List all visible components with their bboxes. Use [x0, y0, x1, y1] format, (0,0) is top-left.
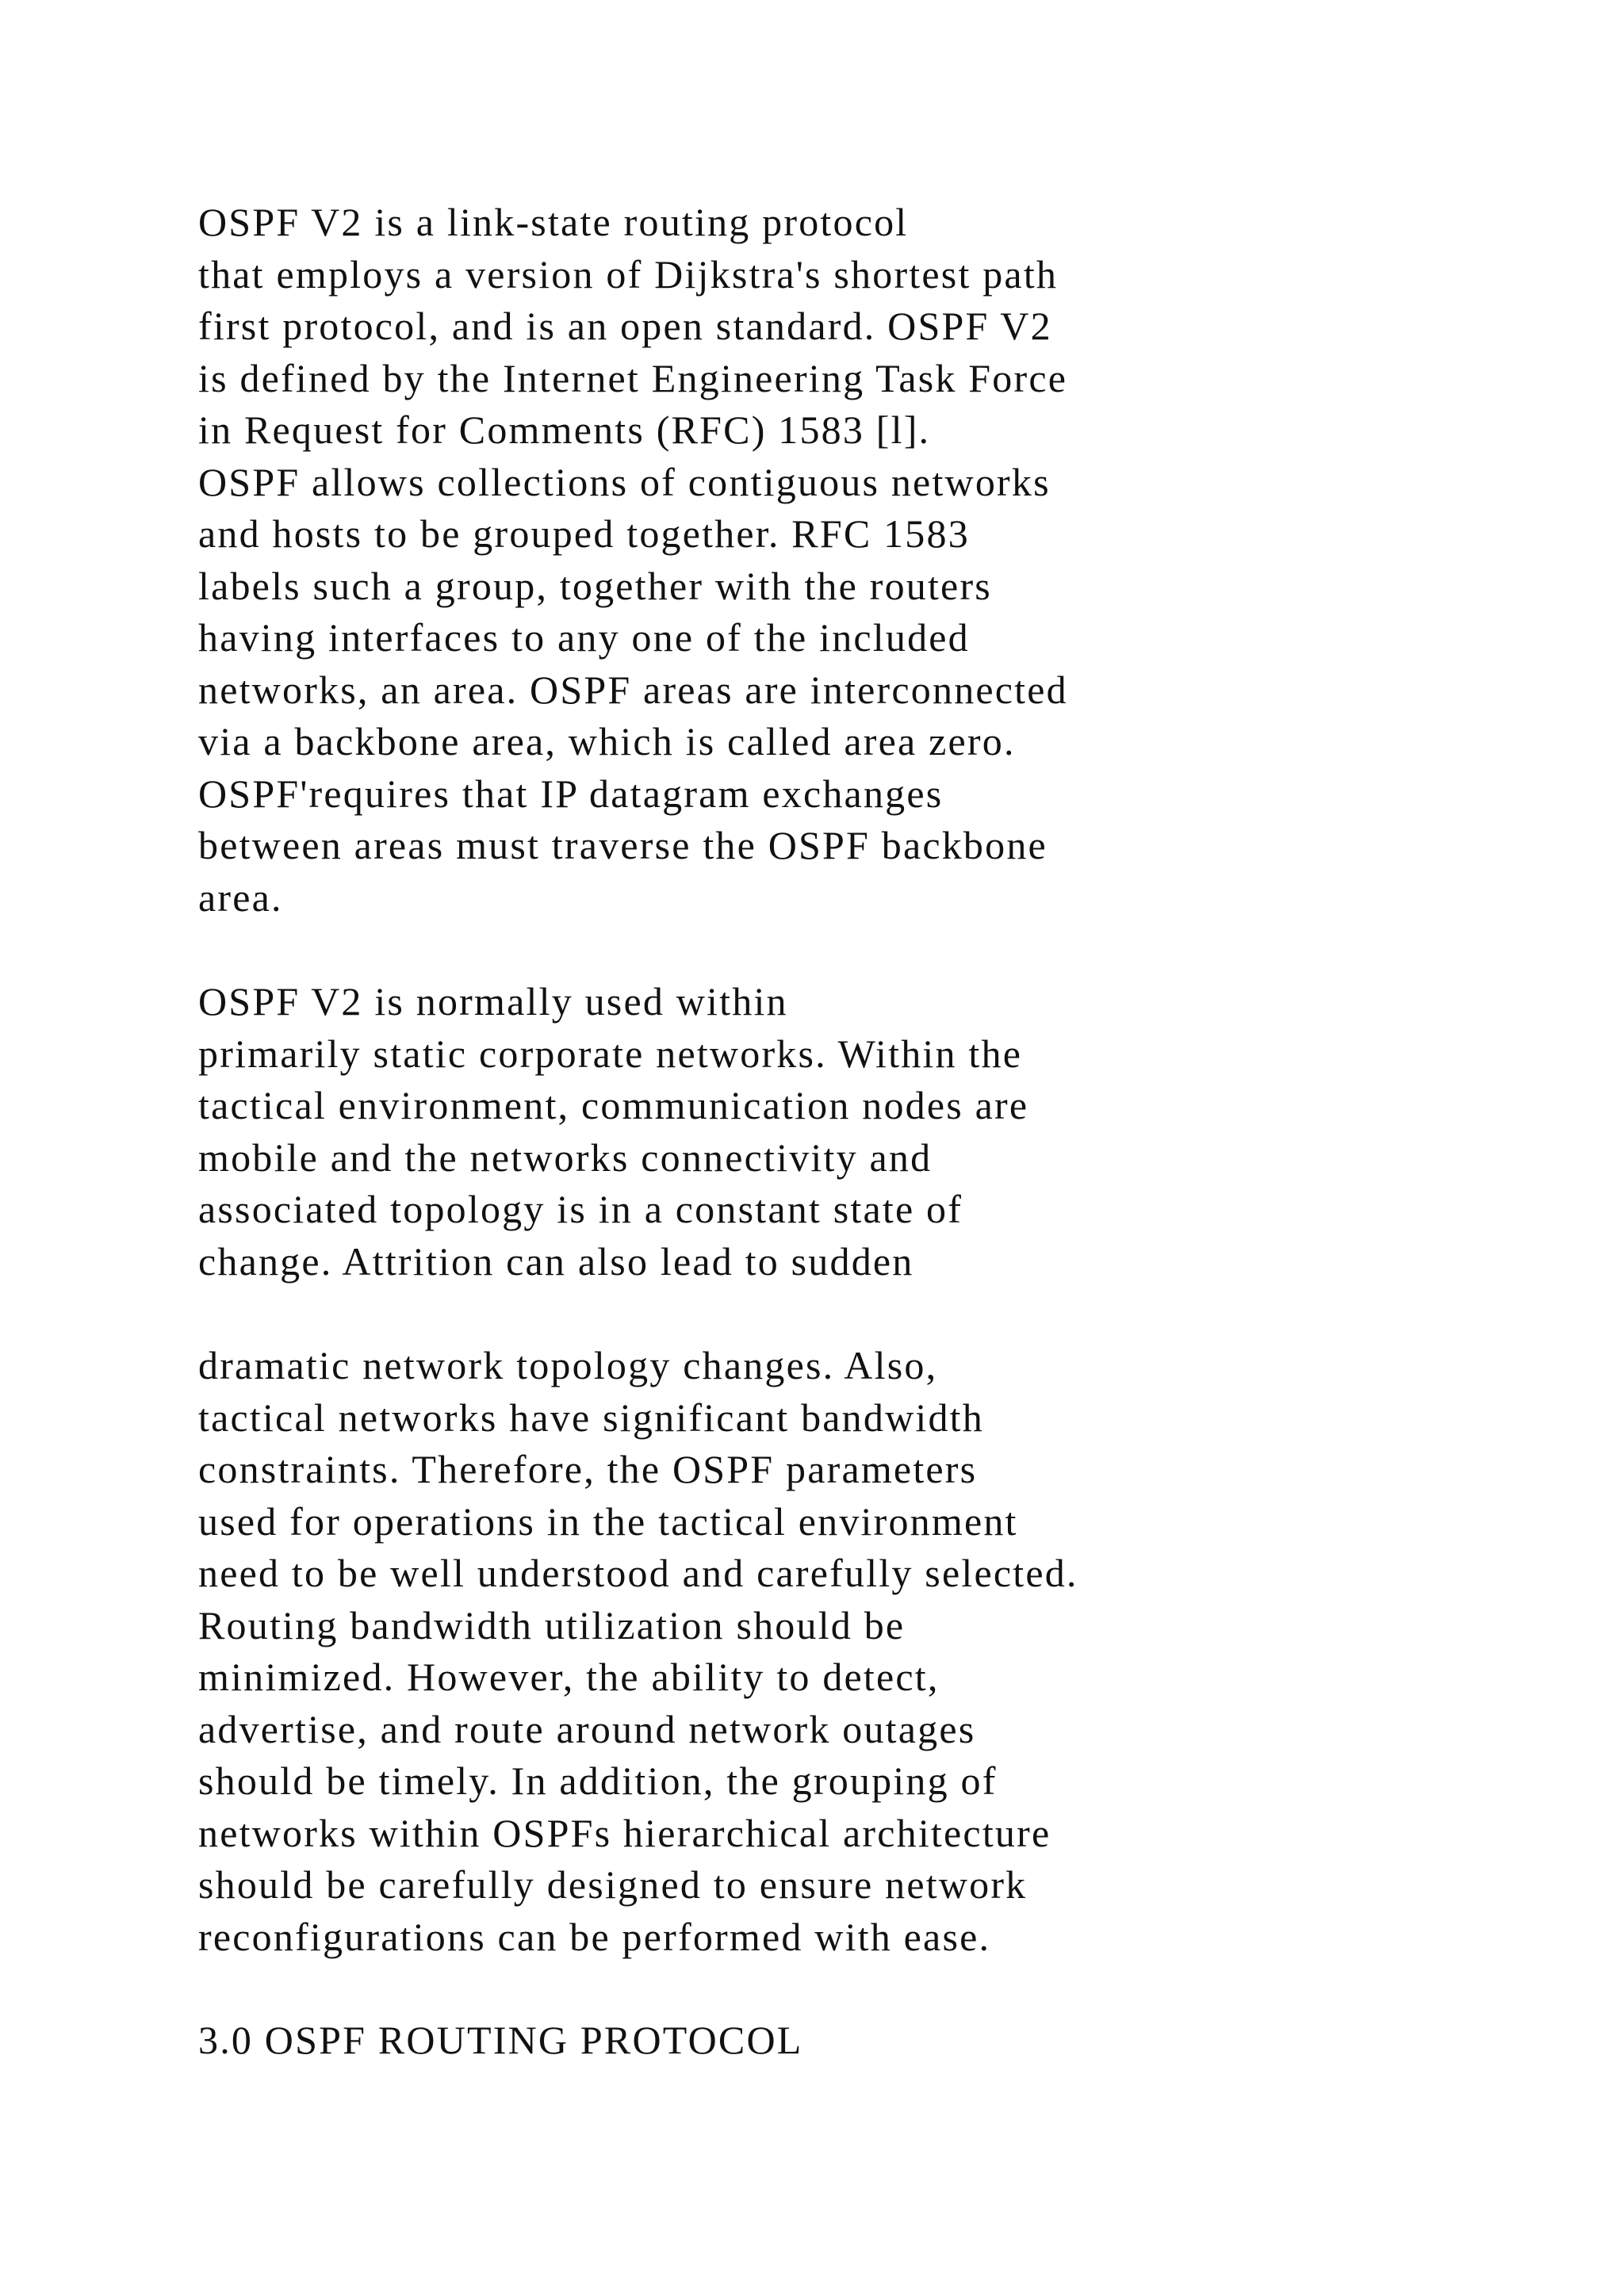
- text-line: used for operations in the tactical environment: [198, 1498, 1018, 1544]
- text-line: first protocol, and is an open standard. OSPF V2: [198, 304, 1052, 348]
- text-line: should be carefully designed to ensure network: [198, 1862, 1028, 1907]
- text-line: should be timely. In addition, the grouping of: [198, 1758, 998, 1803]
- paragraph-ospf-overview: [198, 197, 1546, 924]
- section-heading: [198, 2015, 1546, 2067]
- text-line: minimized. However, the ability to detect,: [198, 1655, 940, 1699]
- text-line: associated topology is in a constant state of: [198, 1187, 963, 1231]
- paragraph-tactical-environment: [198, 976, 1546, 1288]
- text-line: dramatic network topology changes. Also,: [198, 1343, 938, 1387]
- text-line: networks within OSPFs hierarchical architecture: [198, 1810, 1051, 1855]
- text-line: that employs a version of Dijkstra's shortest path: [198, 251, 1059, 297]
- text-line: mobile and the networks connectivity and: [198, 1135, 933, 1180]
- text-line: in Request for Comments (RFC) 1583 [l].: [198, 408, 931, 452]
- text-line: change. Attrition can also lead to sudden: [198, 1238, 914, 1284]
- text-line: reconfigurations can be performed with ease.: [198, 1914, 991, 1959]
- text-line: labels such a group, together with the routers: [198, 563, 992, 608]
- text-line: OSPF allows collections of contiguous networks: [198, 459, 1051, 504]
- text-line: area.: [198, 874, 283, 920]
- paragraph-parameter-selection: [198, 1340, 1546, 1963]
- text-line: OSPF V2 is normally used within: [198, 979, 788, 1024]
- text-line: tactical environment, communication nodes are: [198, 1083, 1029, 1127]
- text-line: and hosts to be grouped together. RFC 1583: [198, 511, 970, 556]
- text-line: OSPF'requires that IP datagram exchanges: [198, 771, 944, 816]
- text-line: Routing bandwidth utilization should be: [198, 1602, 906, 1647]
- section-heading-text: 3.0 OSPF ROUTING PROTOCOL: [198, 2018, 803, 2062]
- text-line: primarily static corporate networks. Within the: [198, 1031, 1023, 1076]
- text-line: need to be well understood and carefully selected.: [198, 1551, 1078, 1595]
- text-line: tactical networks have significant bandwidth: [198, 1395, 984, 1440]
- text-line: advertise, and route around network outages: [198, 1706, 976, 1751]
- text-line: constraints. Therefore, the OSPF parameters: [198, 1447, 978, 1491]
- text-line: between areas must traverse the OSPF backbone: [198, 823, 1048, 867]
- text-line: having interfaces to any one of the included: [198, 615, 970, 660]
- text-line: is defined by the Internet Engineering Task Force: [198, 355, 1068, 400]
- text-line: networks, an area. OSPF areas are interconnected: [198, 667, 1068, 712]
- text-line: via a backbone area, which is called area zero.: [198, 719, 1016, 763]
- text-line: OSPF V2 is a link-state routing protocol: [198, 200, 909, 244]
